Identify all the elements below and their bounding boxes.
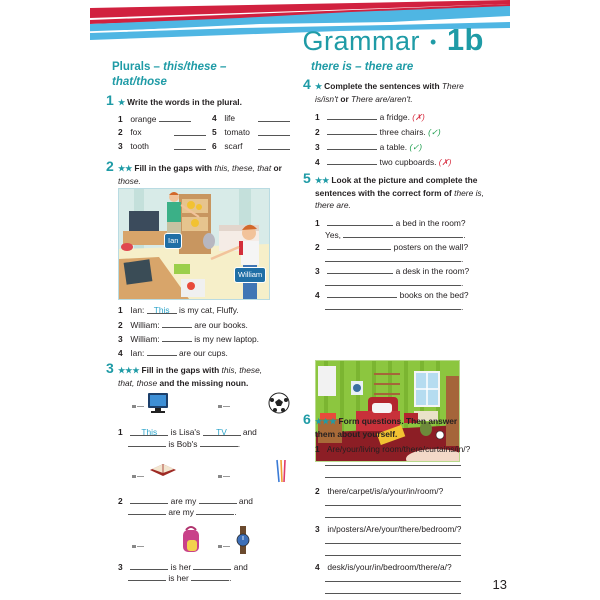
item-number: 6 bbox=[212, 141, 217, 151]
sentence-text: are our books. bbox=[194, 320, 248, 330]
word: scarf bbox=[224, 141, 243, 151]
item-number: 5 bbox=[212, 127, 217, 137]
sentence-text: posters on the wall? bbox=[393, 242, 469, 252]
answer-blank[interactable] bbox=[327, 216, 393, 226]
instruction-italic: there is, there are. bbox=[315, 188, 484, 210]
pencils-icon bbox=[274, 458, 288, 484]
instruction-italic: those. bbox=[118, 176, 141, 186]
exercise-instruction: and the missing noun. bbox=[157, 378, 249, 388]
item-number: 4 bbox=[315, 290, 320, 300]
exercise-2-item-2 bbox=[118, 318, 248, 331]
instruction-italic: There bbox=[441, 81, 464, 91]
sentence-text: and bbox=[242, 427, 257, 437]
sentence-text: a desk in the room? bbox=[395, 266, 470, 276]
instruction-italic: this, these, bbox=[221, 365, 263, 375]
word: tomato bbox=[224, 127, 250, 137]
heading-text-italic: this/these – bbox=[163, 61, 227, 73]
workbook-page bbox=[90, 0, 510, 600]
exercise-number: 6 bbox=[303, 411, 311, 427]
exercise-number: 3 bbox=[106, 360, 114, 376]
sentence-text: three chairs. bbox=[379, 127, 426, 137]
answer-blank[interactable]: This bbox=[147, 304, 177, 314]
item-number: 2 bbox=[118, 127, 123, 137]
cross-mark-icon: (✗) bbox=[412, 112, 425, 122]
word-prompt: in/posters/Are/your/there/bedroom/? bbox=[327, 524, 462, 534]
answer-blank[interactable] bbox=[327, 140, 377, 150]
exercise-instruction: Fill in the gaps with bbox=[134, 163, 215, 173]
section-heading-there-is bbox=[311, 60, 413, 75]
exercise-instruction: Look at the picture and complete the sentences with the correct form of bbox=[315, 175, 478, 198]
answer-blank[interactable] bbox=[258, 126, 290, 136]
sentence-text: and bbox=[233, 562, 248, 572]
exercise-number: 4 bbox=[303, 76, 311, 92]
item-number: 3 bbox=[315, 266, 320, 276]
item-number: 4 bbox=[212, 113, 217, 123]
answer-blank[interactable] bbox=[327, 240, 391, 250]
title-text: Grammar bbox=[302, 26, 420, 56]
answer-line[interactable] bbox=[325, 465, 461, 466]
answer-blank[interactable] bbox=[159, 112, 191, 122]
answer-blank[interactable] bbox=[327, 264, 393, 274]
sentence-text: and bbox=[238, 496, 253, 506]
answer-blank[interactable] bbox=[196, 505, 237, 517]
answer-blank[interactable] bbox=[258, 112, 290, 122]
sentence-text: are my bbox=[168, 507, 194, 517]
word: tooth bbox=[130, 141, 149, 151]
watch-icon bbox=[236, 526, 250, 554]
exercise-6-item-4 bbox=[315, 561, 452, 573]
answer-line[interactable] bbox=[325, 543, 461, 544]
answer-blank[interactable] bbox=[258, 140, 290, 150]
item-number: 2 bbox=[315, 127, 320, 137]
section-heading-plurals bbox=[112, 60, 292, 90]
near-pointer-icon bbox=[132, 540, 144, 545]
sentence-text: is my cat, Fluffy. bbox=[178, 305, 239, 315]
cross-mark-icon: (✗) bbox=[438, 157, 452, 167]
exercise-5: 5 ★★ Look at the picture and complete the sentences with the correct form of there is, there are. 1 a bed in the room? Yes, . 2 posters on the wall? . 3 a desk in the room? . 4 books on the bed? . bbox=[315, 174, 485, 211]
item-number: 4 bbox=[118, 348, 123, 358]
answer-line[interactable] bbox=[325, 555, 461, 556]
word-prompt: Are/your/living room/there/curtains/in/? bbox=[326, 444, 471, 454]
sentence-text: books on the bed? bbox=[399, 290, 469, 300]
answer-blank[interactable] bbox=[128, 437, 166, 447]
sentence-text: a table. bbox=[379, 142, 408, 152]
item-number: 2 bbox=[315, 486, 320, 496]
answer-blank[interactable]: This bbox=[130, 426, 168, 436]
speaker: Ian: bbox=[130, 305, 145, 315]
item-number: 3 bbox=[315, 142, 320, 152]
exercise-4-item-4 bbox=[315, 155, 451, 168]
label-william: William bbox=[234, 267, 266, 283]
exercise-instruction: Complete the sentences with bbox=[324, 81, 442, 91]
sentence-text: is her bbox=[168, 573, 189, 583]
sentence-text: is her bbox=[170, 562, 192, 572]
speaker: Ian: bbox=[130, 348, 145, 358]
exercise-6-item-3 bbox=[315, 523, 461, 535]
item-number: 1 bbox=[315, 444, 320, 454]
exercise-2 bbox=[106, 158, 290, 358]
exercise-4 bbox=[303, 76, 487, 167]
star-rating: ★★ bbox=[315, 176, 330, 185]
item-number: 2 bbox=[118, 496, 123, 506]
answer-line[interactable] bbox=[325, 593, 461, 594]
speaker: William: bbox=[130, 320, 160, 330]
sentence-end: . bbox=[237, 439, 241, 449]
item-number: 4 bbox=[315, 562, 320, 572]
speaker: William: bbox=[130, 334, 160, 344]
word-prompt: there/carpet/is/a/your/in/room/? bbox=[327, 486, 444, 496]
backpack-icon bbox=[180, 524, 202, 554]
answer-blank[interactable] bbox=[162, 318, 192, 328]
sentence-end: . bbox=[229, 573, 232, 583]
answer-blank[interactable] bbox=[327, 125, 377, 135]
answer-line[interactable] bbox=[325, 505, 461, 506]
item-number: 3 bbox=[118, 141, 123, 151]
exercise-instruction: Write the words in the plural. bbox=[127, 97, 242, 107]
label-ian: Ian bbox=[164, 233, 182, 249]
answer-line[interactable] bbox=[325, 581, 461, 582]
item-number: 4 bbox=[315, 157, 320, 167]
sentence-text: is Lisa's bbox=[170, 427, 201, 437]
answer-blank[interactable] bbox=[162, 332, 192, 342]
heading-text-italic: that/those bbox=[112, 76, 167, 88]
tick-mark-icon: (✓) bbox=[409, 142, 423, 152]
exercise-number: 2 bbox=[106, 158, 114, 174]
item-number: 2 bbox=[315, 242, 320, 252]
exercise-3 bbox=[106, 360, 290, 583]
answer-blank[interactable] bbox=[128, 571, 166, 581]
item-number: 1 bbox=[118, 114, 123, 124]
football-icon bbox=[268, 392, 290, 414]
exercise-instruction: or bbox=[271, 163, 282, 173]
sentence-text: two cupboards. bbox=[379, 157, 437, 167]
exercise-4-item-1 bbox=[315, 110, 425, 123]
answer-blank[interactable] bbox=[130, 494, 168, 504]
instruction-italic: There are/aren't. bbox=[351, 94, 413, 104]
item-number: 1 bbox=[118, 305, 123, 315]
exercise-6 bbox=[303, 411, 487, 572]
answer-blank[interactable] bbox=[174, 126, 206, 136]
answer-line[interactable] bbox=[325, 276, 461, 286]
answer-line[interactable] bbox=[325, 477, 461, 478]
unit-label: 1b bbox=[446, 22, 484, 57]
item-number: 1 bbox=[315, 112, 320, 122]
exercise-number: 5 bbox=[303, 170, 311, 186]
room-illustration-ian-william bbox=[118, 188, 270, 300]
answer-prefix: Yes, bbox=[325, 230, 341, 240]
far-pointer-icon bbox=[218, 540, 230, 545]
instruction-italic: this, these, that bbox=[214, 163, 272, 173]
exercise-1 bbox=[106, 92, 290, 151]
item-number: 1 bbox=[315, 218, 320, 228]
answer-blank[interactable] bbox=[130, 560, 168, 570]
sentence-end: . bbox=[234, 507, 237, 517]
answer-blank[interactable] bbox=[327, 288, 397, 298]
answer-line[interactable] bbox=[325, 252, 461, 262]
answer-line[interactable] bbox=[325, 300, 461, 310]
exercise-2-item-3 bbox=[118, 332, 259, 345]
item-number: 3 bbox=[118, 334, 123, 344]
exercise-instruction: Form questions. Then answer them about yourself. bbox=[315, 416, 458, 439]
heading-text: Plurals – bbox=[112, 61, 164, 73]
item-number: 3 bbox=[118, 562, 123, 572]
sentence-text: a bed in the room? bbox=[395, 218, 466, 228]
books-icon bbox=[148, 460, 178, 478]
star-rating: ★ bbox=[315, 82, 323, 91]
sentence-text: are my bbox=[170, 496, 197, 506]
item-number: 2 bbox=[118, 320, 123, 330]
near-pointer-icon bbox=[132, 400, 144, 405]
exercise-4-item-3 bbox=[315, 140, 422, 153]
heading-text-italic: there is – there are bbox=[311, 61, 414, 73]
exercise-4-item-2 bbox=[315, 125, 441, 138]
tick-mark-icon: (✓) bbox=[428, 127, 441, 137]
answer-line[interactable] bbox=[325, 517, 461, 518]
exercise-6-item-2 bbox=[315, 485, 443, 497]
page-title bbox=[303, 22, 485, 58]
answer-blank[interactable] bbox=[174, 140, 206, 150]
instruction-italic: is/isn't bbox=[315, 94, 339, 104]
answer-blank[interactable] bbox=[327, 110, 377, 120]
near-pointer-icon bbox=[132, 470, 144, 475]
exercise-6-item-1 bbox=[315, 443, 470, 455]
sentence-text: a fridge. bbox=[379, 112, 410, 122]
far-pointer-icon bbox=[218, 400, 230, 405]
answer-blank[interactable] bbox=[327, 155, 377, 165]
answer-blank[interactable] bbox=[128, 505, 166, 515]
word: orange bbox=[130, 114, 157, 124]
answer-blank[interactable] bbox=[200, 437, 241, 449]
exercise-2-item-1 bbox=[118, 304, 239, 316]
instruction-italic: that, those bbox=[118, 378, 158, 388]
sentence-text: are our cups. bbox=[178, 348, 228, 358]
sentence-text: is my new laptop. bbox=[194, 334, 259, 344]
answer-blank[interactable] bbox=[199, 494, 237, 504]
word: life bbox=[224, 113, 236, 123]
item-number: 3 bbox=[315, 524, 320, 534]
answer-blank[interactable]: TV bbox=[203, 426, 241, 436]
item-number: 1 bbox=[118, 427, 123, 437]
word-prompt: desk/is/your/in/bedroom/there/a/? bbox=[327, 562, 452, 572]
word: fox bbox=[130, 127, 142, 137]
exercise-2-item-4 bbox=[118, 346, 228, 359]
page-number: 13 bbox=[492, 577, 507, 592]
tv-icon bbox=[146, 392, 170, 414]
answer-blank[interactable] bbox=[193, 560, 231, 570]
exercise-instruction: Fill in the gaps with bbox=[141, 365, 222, 375]
exercise-instruction: or bbox=[338, 94, 352, 104]
star-rating: ★★★ bbox=[118, 366, 140, 375]
star-rating: ★★★ bbox=[315, 417, 337, 426]
answer-blank[interactable] bbox=[191, 571, 232, 583]
sentence-text: is Bob's bbox=[168, 439, 198, 449]
star-rating: ★ bbox=[118, 98, 126, 107]
far-pointer-icon bbox=[218, 470, 230, 475]
answer-line[interactable] bbox=[343, 228, 463, 238]
title-separator: • bbox=[430, 32, 437, 53]
exercise-number: 1 bbox=[106, 92, 114, 108]
answer-blank[interactable] bbox=[147, 346, 177, 356]
star-rating: ★★ bbox=[118, 164, 133, 173]
